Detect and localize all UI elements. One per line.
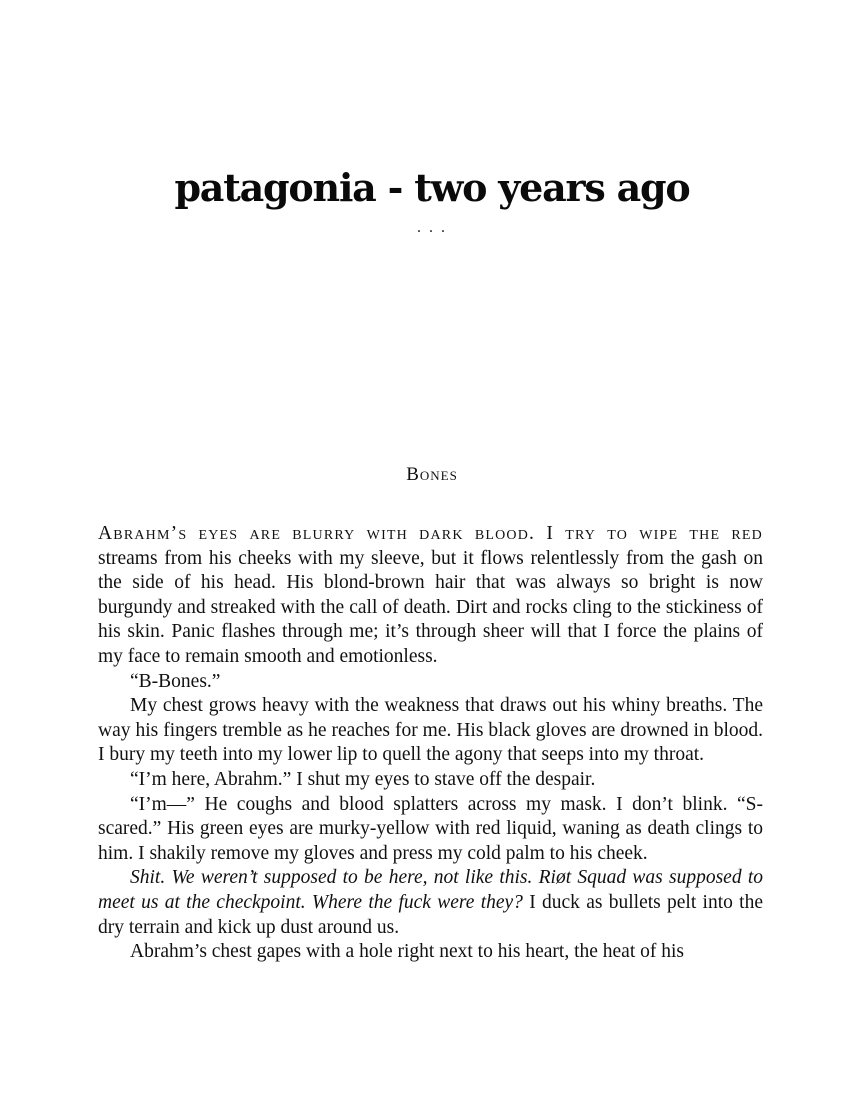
paragraph-4: “I’m here, Abrahm.” I shut my eyes to stave off the despair. [130, 768, 596, 790]
paragraph-2: “B-Bones.” [130, 670, 221, 692]
paragraph-6 [98, 866, 763, 940]
paragraph-1 [98, 522, 763, 670]
chapter-body [98, 522, 763, 965]
pov-heading: Bones [406, 464, 458, 485]
paragraph-3: My chest grows heavy with the weakness that draws out his whiny breaths. The way his fingers tremble as he reaches for me. His black gloves are drowned in blood. I bury my teeth into my lower lip to quell the agony that seeps into my throat. [98, 695, 763, 766]
paragraph-1-text: streams from his cheeks with my sleeve, but it flows relentlessly from the gash on the side of his head. His blond-brown hair that was always so bright is now burgundy and streaked with the call of death. Dirt and rocks cling to the stickiness of his skin. Panic flashes through me; it’s through sheer will that I force the plains of my face to remain smooth and emotionless. [98, 547, 763, 667]
paragraph-6-text: I duck as bullets pelt into the dry terrain and kick up dust around us. [98, 891, 763, 938]
paragraph-5: “I’m—” He coughs and blood splatters across my mask. I don’t blink. “S-scared.” His green eyes are murky-yellow with red liquid, waning as death clings to him. I shakily remove my gloves and press my cold palm to his cheek. [98, 793, 763, 864]
chapter-ornament: . . . [417, 219, 447, 236]
italic-thought: Shit. We weren’t supposed to be here, not like this. Riøt Squad was supposed to meet us at the checkpoint. Where the fuck were they? [98, 867, 763, 913]
chapter-title: patagonia - two years ago [174, 165, 690, 210]
paragraph-7: Abrahm’s chest gapes with a hole right next to his heart, the heat of his [130, 941, 684, 963]
opening-smallcaps: Abrahm’s eyes are blurry with dark blood. I try to wipe the red [98, 523, 763, 544]
